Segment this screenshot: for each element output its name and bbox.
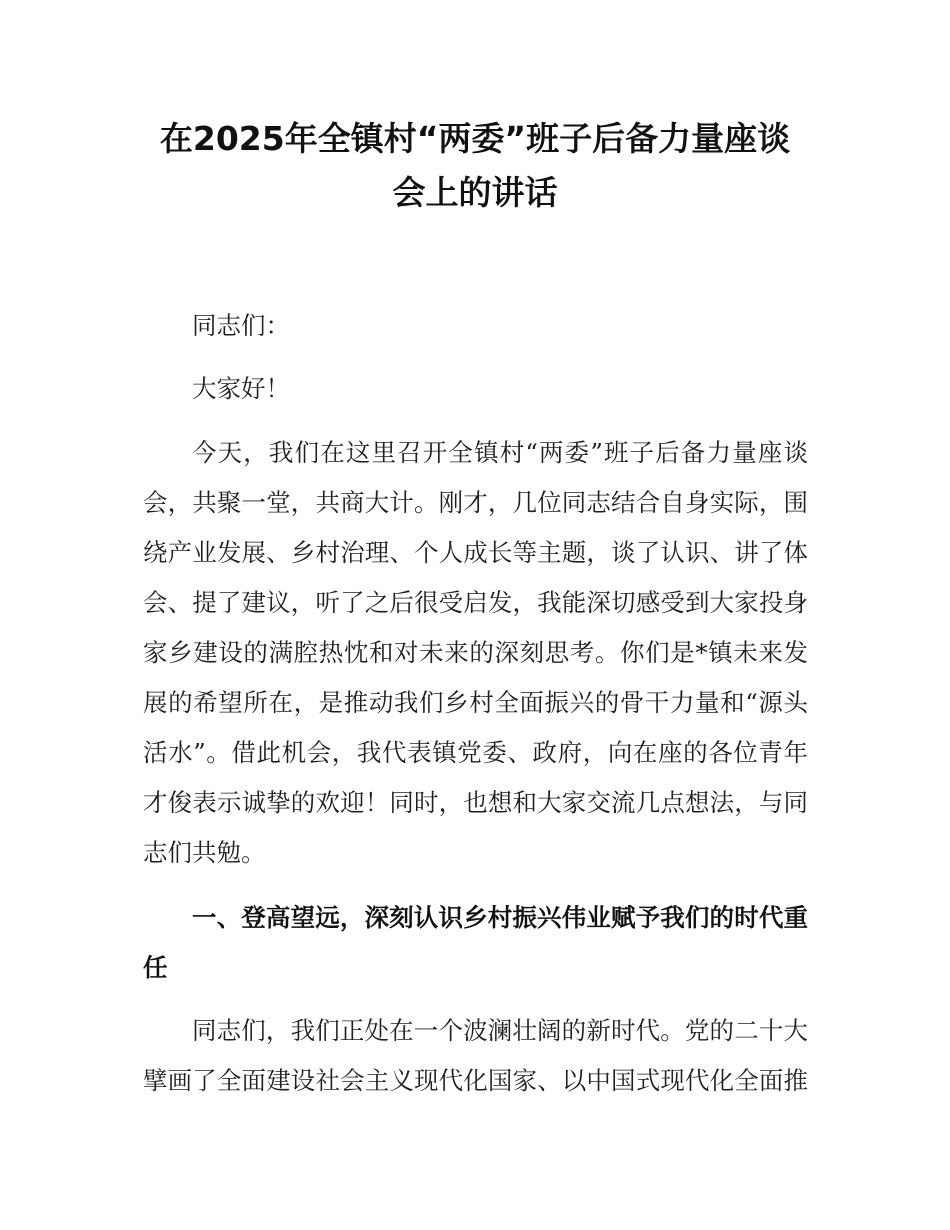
title-line-1: 在2025年全镇村“两委”班子后备力量座谈 <box>159 119 791 158</box>
paragraph-line: 志们共勉。 <box>143 838 266 867</box>
paragraph-line: 擘画了全面建设社会主义现代化国家、以中国式现代化全面推 <box>143 1066 808 1095</box>
paragraph-section-1 <box>143 1006 808 1106</box>
title-line-2: 会上的讲话 <box>392 173 558 212</box>
paragraph-line: 会、提了建议，听了之后很受启发，我能深切感受到大家投身 <box>143 588 808 617</box>
paragraph-line: 展的希望所在，是推动我们乡村全面振兴的骨干力量和“源头 <box>143 688 808 717</box>
paragraph-line: 会，共聚一堂，共商大计。刚才，几位同志结合自身实际，围 <box>143 488 808 517</box>
paragraph-line: 活水”。借此机会，我代表镇党委、政府，向在座的各位青年 <box>143 738 808 767</box>
greeting-text: 大家好！ <box>192 374 290 403</box>
paragraph-opening <box>143 428 808 878</box>
heading-line: 一、登高望远，深刻认识乡村振兴伟业赋予我们的时代重 <box>192 903 808 932</box>
paragraph-line: 才俊表示诚挚的欢迎！同时，也想和大家交流几点想法，与同 <box>143 788 808 817</box>
paragraph-line: 今天，我们在这里召开全镇村“两委”班子后备力量座谈 <box>192 438 808 467</box>
salutation-text: 同志们： <box>192 311 290 340</box>
paragraph-line: 家乡建设的满腔热忱和对未来的深刻思考。你们是*镇未来发 <box>143 638 808 667</box>
greeting <box>143 364 808 414</box>
salutation <box>143 301 808 351</box>
document-title <box>130 112 820 220</box>
section-heading-1 <box>143 893 808 993</box>
heading-line: 任 <box>143 953 168 982</box>
paragraph-line: 同志们，我们正处在一个波澜壮阔的新时代。党的二十大 <box>192 1016 808 1045</box>
paragraph-line: 绕产业发展、乡村治理、个人成长等主题，谈了认识、讲了体 <box>143 538 808 567</box>
